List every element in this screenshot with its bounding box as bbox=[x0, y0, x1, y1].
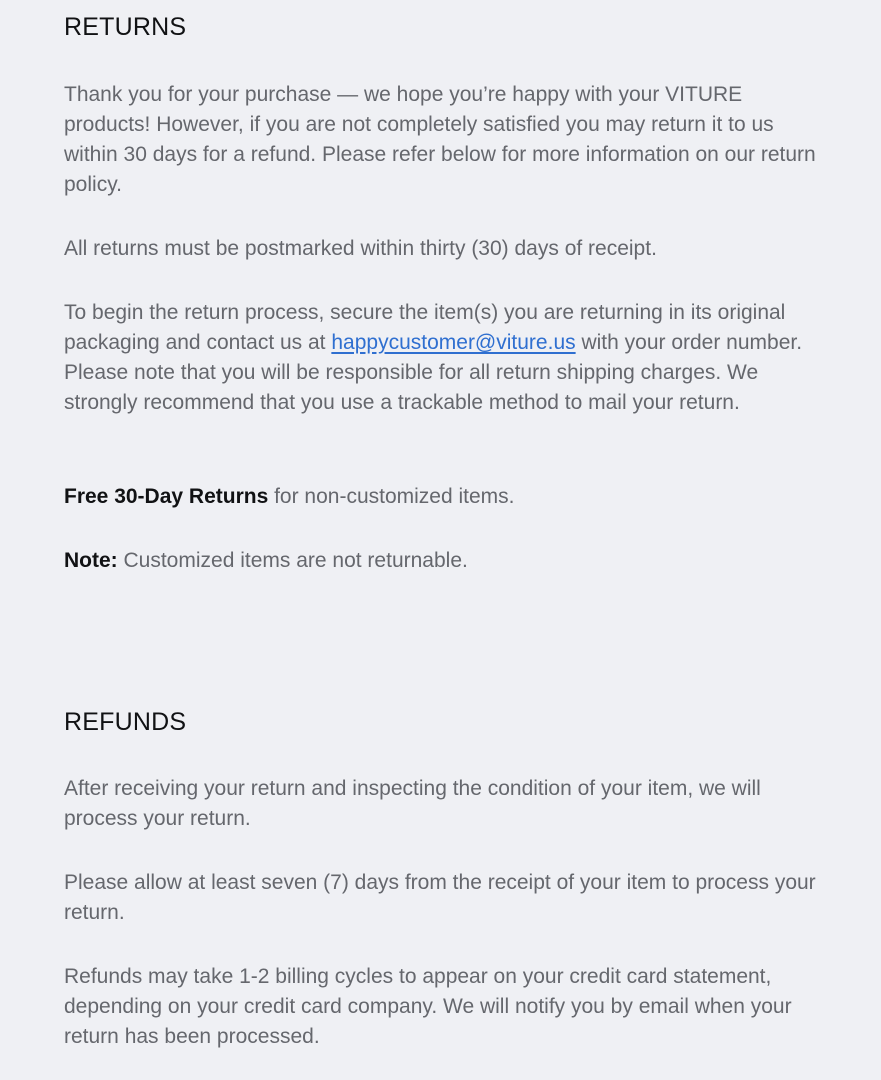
free-returns-bold: Free 30-Day Returns bbox=[64, 485, 269, 508]
returns-heading: RETURNS bbox=[64, 13, 187, 41]
refunds-billing-paragraph: Refunds may take 1-2 billing cycles to appear on your credit card statement, depending on your credit card company. We will notify you by email when your return has been processed. bbox=[64, 965, 792, 1048]
returns-process-text-end: with your order number. Please note that you will be responsible for all return shipping charges. We strongly recommend that you use a trackable method to mail your return. bbox=[64, 331, 803, 414]
note-paragraph bbox=[64, 546, 824, 576]
free-returns-text: for non-customized items. bbox=[268, 485, 515, 508]
note-label: Note: bbox=[64, 549, 118, 572]
returns-postmark-paragraph: All returns must be postmarked within thirty (30) days of receipt. bbox=[64, 237, 657, 260]
note-text: Customized items are not returnable. bbox=[117, 549, 468, 572]
free-returns-paragraph bbox=[64, 482, 824, 512]
returns-process-text-start: To begin the return process, secure the item(s) you are returning in its original packaging and contact us at bbox=[64, 301, 786, 354]
returns-process-paragraph bbox=[64, 298, 824, 418]
refunds-timing-paragraph: Please allow at least seven (7) days from the receipt of your item to process your return. bbox=[64, 871, 816, 924]
support-email-link[interactable]: happycustomer@viture.us bbox=[331, 331, 576, 354]
refunds-heading: REFUNDS bbox=[64, 708, 187, 736]
refunds-processing-paragraph: After receiving your return and inspecting the condition of your item, we will process your return. bbox=[64, 777, 761, 830]
returns-intro-paragraph: Thank you for your purchase — we hope you’re happy with your VITURE products! However, if you are not completely satisfied you may return it to us within 30 days for a refund. Please refer below for more information on our return policy. bbox=[64, 83, 816, 196]
